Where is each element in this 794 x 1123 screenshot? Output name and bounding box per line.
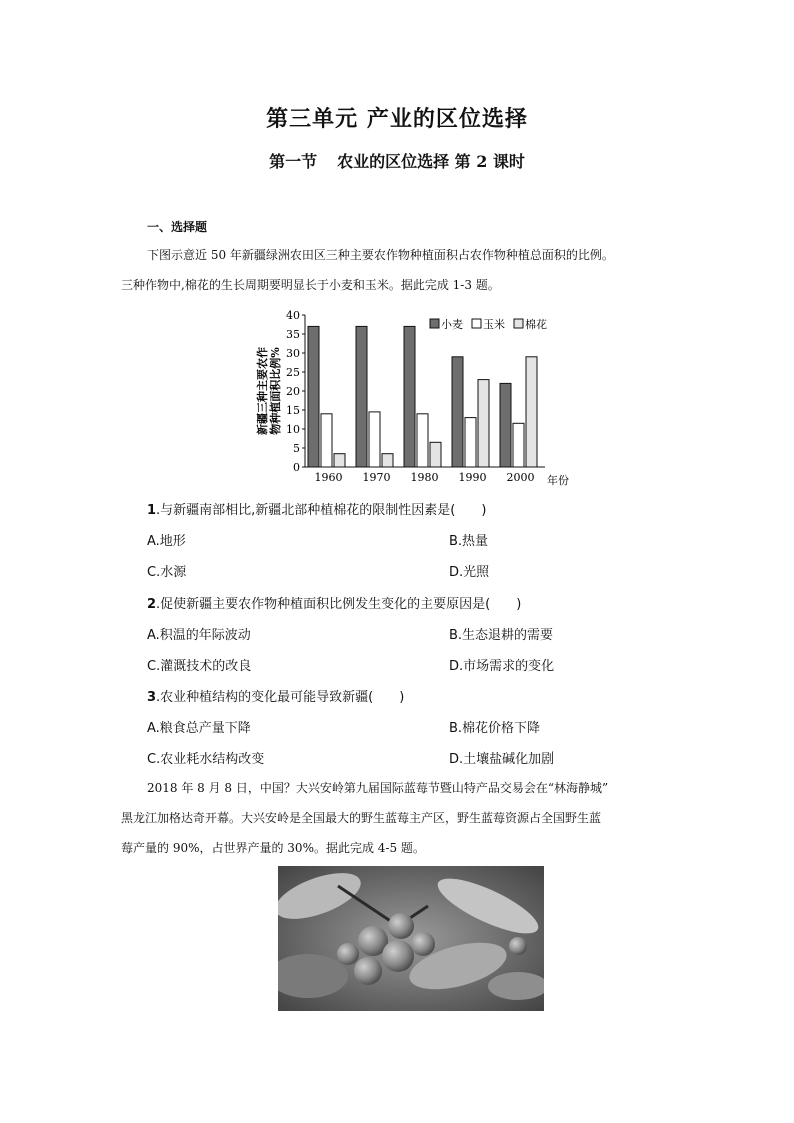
x-tick-label: 2000 (506, 471, 535, 484)
question-3: 3.农业种植结构的变化最可能导致新疆( ) (147, 690, 405, 705)
intro1-line1: 下图示意近 50 年新疆绿洲农田区三种主要农作物种植面积占农作物种植总面积的比例。 (147, 248, 614, 262)
bar-玉米-1990 (465, 418, 476, 467)
x-tick-label: 1970 (362, 471, 391, 484)
q1-option-d[interactable]: D.光照 (449, 565, 490, 580)
section-heading: 一、选择题 (147, 220, 208, 234)
q2-option-c[interactable]: C.灌溉技术的改良 (147, 659, 252, 674)
q1-option-b[interactable]: B.热量 (449, 534, 489, 549)
subtitle-section: 第一节 (269, 152, 318, 171)
intro1-line2: 三种作物中,棉花的生长周期要明显长于小麦和玉米。据此完成 1-3 题。 (121, 278, 500, 292)
y-tick-label: 10 (286, 423, 300, 436)
bar-棉花-2000 (526, 357, 537, 467)
q3-option-b[interactable]: B.棉花价格下降 (449, 721, 541, 736)
q2-option-d[interactable]: D.市场需求的变化 (449, 659, 555, 674)
bar-棉花-1960 (334, 454, 345, 467)
legend-label-小麦: 小麦 (441, 318, 463, 331)
q1-option-a[interactable]: A.地形 (147, 534, 186, 549)
bar-小麦-1970 (356, 326, 367, 467)
subtitle-lesson: 农业的区位选择 第 2 课时 (337, 152, 525, 171)
intro2-line2: 黑龙江加格达奇开幕。大兴安岭是全国最大的野生蓝莓主产区，野生蓝莓资源占全国野生蓝 (121, 811, 602, 825)
blueberry-photo (278, 866, 544, 1011)
q3-option-c[interactable]: C.农业耗水结构改变 (147, 752, 265, 767)
y-axis-label: 物种植面积比例% (269, 347, 282, 435)
bar-棉花-1970 (382, 454, 393, 467)
bar-小麦-1960 (308, 326, 319, 467)
question-2: 2.促使新疆主要农作物种植面积比例发生变化的主要原因是( ) (147, 597, 522, 612)
legend-swatch-小麦 (430, 319, 439, 328)
bar-棉花-1990 (478, 380, 489, 467)
page-subtitle (0, 149, 794, 172)
bar-棉花-1980 (430, 442, 441, 467)
page-title: 第三单元 产业的区位选择 (266, 106, 528, 132)
legend-label-棉花: 棉花 (525, 318, 547, 331)
intro-paragraph-2 (121, 773, 681, 863)
bar-小麦-1980 (404, 326, 415, 467)
bar-玉米-1970 (369, 412, 380, 467)
x-tick-label: 1980 (410, 471, 439, 484)
y-tick-label: 30 (286, 347, 300, 360)
y-tick-label: 15 (286, 404, 300, 417)
q3-option-a[interactable]: A.粮食总产量下降 (147, 721, 251, 736)
intro2-line1: 2018 年 8 月 8 日，中国？大兴安岭第九届国际蓝莓节暨山特产品交易会在“林海静城” (147, 781, 609, 795)
bar-玉米-1980 (417, 414, 428, 467)
y-tick-label: 25 (286, 366, 300, 379)
q2-option-b[interactable]: B.生态退耕的需要 (449, 628, 554, 643)
q3-option-d[interactable]: D.土壤盐碱化加剧 (449, 752, 555, 767)
intro2-line3: 莓产量的 90%，占世界产量的 30%。据此完成 4-5 题。 (121, 841, 425, 855)
y-tick-label: 0 (293, 461, 300, 474)
bar-玉米-2000 (513, 423, 524, 467)
q1-option-c[interactable]: C.水源 (147, 565, 187, 580)
legend-swatch-棉花 (514, 319, 523, 328)
q2-option-a[interactable]: A.积温的年际波动 (147, 628, 251, 643)
bar-小麦-2000 (500, 383, 511, 467)
crop-area-bar-chart (250, 306, 580, 486)
x-tick-label: 1990 (458, 471, 487, 484)
y-axis-label: 新疆三种主要农作 (256, 347, 269, 435)
intro-paragraph-1 (121, 240, 681, 300)
y-tick-label: 40 (286, 309, 300, 322)
y-tick-label: 35 (286, 328, 300, 341)
bar-小麦-1990 (452, 357, 463, 467)
x-tick-label: 1960 (314, 471, 343, 484)
legend-swatch-玉米 (472, 319, 481, 328)
y-tick-label: 5 (293, 442, 300, 455)
legend-label-玉米: 玉米 (483, 318, 505, 331)
y-tick-label: 20 (286, 385, 300, 398)
question-1: 1.与新疆南部相比,新疆北部种植棉花的限制性因素是( ) (147, 503, 487, 518)
x-axis-label: 年份 (547, 474, 569, 486)
bar-玉米-1960 (321, 414, 332, 467)
